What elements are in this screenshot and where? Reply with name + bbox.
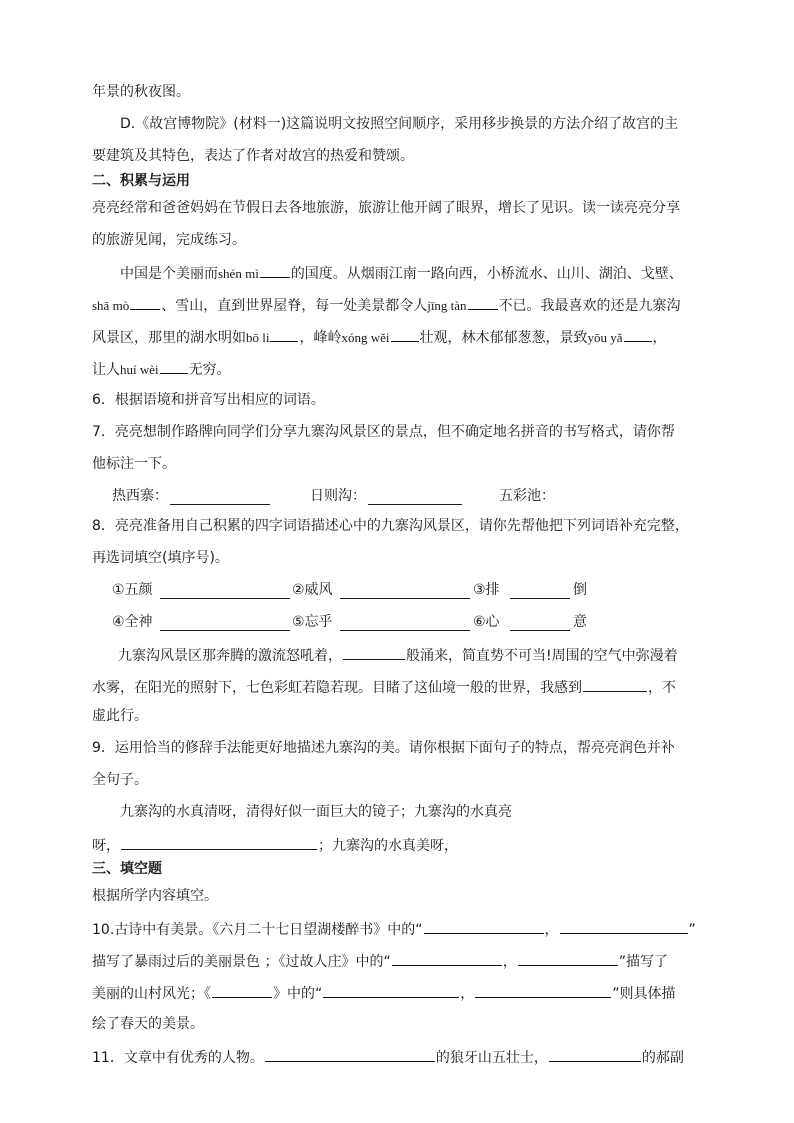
text: ， [502,954,517,970]
q9-passage-line1: 九寨沟的水真清呀，清得好似一面巨大的镜子；九寨沟的水真亮 [120,804,512,820]
idiom-item-1: ①五颜 [112,582,153,598]
text-line: 年景的秋夜图。 [92,84,190,100]
answer-blank[interactable] [260,262,290,278]
section2-intro-line2: 的旅游见闻，完成练习。 [92,232,246,248]
answer-blank[interactable] [343,644,405,660]
text: 不已。我最喜欢的还是九寨沟 [498,298,681,314]
idiom-item-3: ③排 [473,582,500,598]
answer-blank[interactable] [624,326,652,342]
text: 中国是个美丽而 [120,266,218,282]
answer-blank[interactable] [468,294,498,310]
text: ，峰岭 [299,330,342,346]
idiom-blank[interactable] [340,614,470,631]
text: 无穷。 [188,362,231,378]
answer-blank[interactable] [130,294,160,310]
answer-blank[interactable] [475,982,611,998]
question-6: 6．根据语境和拼音写出相应的词语。 [92,392,325,408]
idiom-item-6: ⑥心 [473,614,500,630]
question-7-line1: 7．亮亮想制作路牌向同学们分享九寨沟风景区的景点，但不确定地名拼音的书写格式，请你帮 [92,424,675,440]
text: ，不 [648,680,676,696]
text: ；九寨沟的水真美呀， [318,838,458,854]
answer-blank[interactable] [518,950,618,966]
question-10-line2 [92,950,712,972]
text: 描写了暴雨过后的美丽景色 ；《过故人庄》中的“ [92,954,391,970]
text: 的狼牙山五壮士， [435,1050,548,1066]
text: 风景区，那里的湖水明如 [92,330,246,346]
text: ” [688,922,696,938]
pinyin: shā mò [92,298,130,313]
q8-passage-line3: 虚此行。 [92,708,148,724]
passage-line3 [92,326,712,348]
idiom-item-2: ②威风 [292,582,333,598]
q9-passage-line2 [92,834,712,856]
question-7-line2: 他标注一下。 [92,456,176,472]
pinyin-blank[interactable] [368,488,462,505]
section-heading-2: 二、积累与运用 [92,173,190,189]
pinyin: shén mì [218,266,259,281]
answer-blank[interactable] [391,326,419,342]
answer-blank[interactable] [323,982,459,998]
idiom-item-5: ⑤忘乎 [292,614,333,630]
passage-line4 [92,358,712,380]
idiom-item-3-end: 倒 [573,582,587,598]
answer-blank[interactable] [270,326,298,342]
answer-blank[interactable] [424,918,544,934]
idiom-item-6-end: 意 [573,614,587,630]
idiom-blank[interactable] [160,614,290,631]
text: 呀， [92,838,120,854]
question-8-line1: 8．亮亮准备用自己积累的四字词语描述心中的九寨沟风景区，请你先帮他把下列词语补充完整， [92,518,689,534]
text: ”描写了 [618,954,668,970]
section3-intro: 根据所学内容填空。 [92,888,218,904]
text: 的郝副 [641,1050,684,1066]
question-8-line2: 再选词填空(填序号)。 [92,550,229,566]
answer-blank[interactable] [549,1046,641,1062]
section-heading-3: 三、填空题 [92,861,162,877]
question-10-line3 [92,982,712,1004]
text: ， [544,922,559,938]
place-label: 日则沟： [310,488,366,504]
passage-line2 [92,294,712,316]
text: ”则具体描 [612,986,676,1002]
question-10-line1 [92,918,712,940]
option-d-line1: D.《故宫博物院》(材料一)这篇说明文按照空间顺序，采用移步换景的方法介绍了故宫的主 [120,116,679,132]
pinyin: xóng wěi [341,330,390,345]
section2-intro-line1: 亮亮经常和爸爸妈妈在节假日去各地旅游，旅游让他开阔了眼界，增长了见识。读一读亮亮分享 [92,200,680,216]
text: ， [460,986,475,1002]
text: 10.古诗中有美景。《六月二十七日望湖楼醉书》中的“ [92,922,423,938]
answer-blank[interactable] [212,982,272,998]
pinyin: jīng tàn [427,298,467,313]
text: 般涌来，简直势不可当!周围的空气中弥漫着 [406,648,678,664]
question-11-line1 [92,1046,712,1068]
idiom-blank[interactable] [160,582,290,599]
place-label: 热西寨： [112,488,168,504]
answer-blank[interactable] [121,834,317,850]
question-10-line4: 绘了春天的美景。 [92,1016,204,1032]
place-label: 五彩池： [499,488,555,504]
text: 》中的“ [273,986,323,1002]
q8-passage-line1 [118,644,738,666]
text: ， [652,330,667,346]
text: 壮观，林木郁郁葱葱，景致 [419,330,588,346]
option-d-line2: 要建筑及其特色，表达了作者对故宫的热爱和赞颂。 [92,148,414,164]
pinyin-blank[interactable] [170,488,270,505]
answer-blank[interactable] [583,676,647,692]
answer-blank[interactable] [265,1046,435,1062]
text: 的国度。从烟雨江南一路向西，小桥流水、山川、湖泊、戈壁、 [290,266,683,282]
idiom-blank[interactable] [510,614,570,631]
idiom-item-4: ④全神 [112,614,153,630]
question-9-line2: 全句子。 [92,772,148,788]
pinyin: yōu yǎ [587,330,623,345]
answer-blank[interactable] [392,950,502,966]
passage-line1 [120,262,740,284]
idiom-blank[interactable] [510,582,570,599]
text: 九寨沟风景区那奔腾的激流怒吼着， [118,648,342,664]
q8-passage-line2 [92,676,712,698]
idiom-blank[interactable] [340,582,470,599]
text: 11．文章中有优秀的人物。 [92,1050,264,1066]
pinyin: bō li [246,330,270,345]
question-9-line1: 9．运用恰当的修辞手法能更好地描述九寨沟的美。请你根据下面句子的特点，帮亮亮润色并补 [92,740,675,756]
answer-blank[interactable] [160,358,188,374]
text: 水雾，在阳光的照射下，七色彩虹若隐若现。目睹了这仙境一般的世界，我感到 [92,680,582,696]
pinyin: huí wèi [120,362,159,377]
text: 让人 [92,362,120,378]
text: 美丽的山村风光；《 [92,986,211,1002]
text: 、雪山，直到世界屋脊，每一处美景都令人 [161,298,428,314]
answer-blank[interactable] [560,918,688,934]
